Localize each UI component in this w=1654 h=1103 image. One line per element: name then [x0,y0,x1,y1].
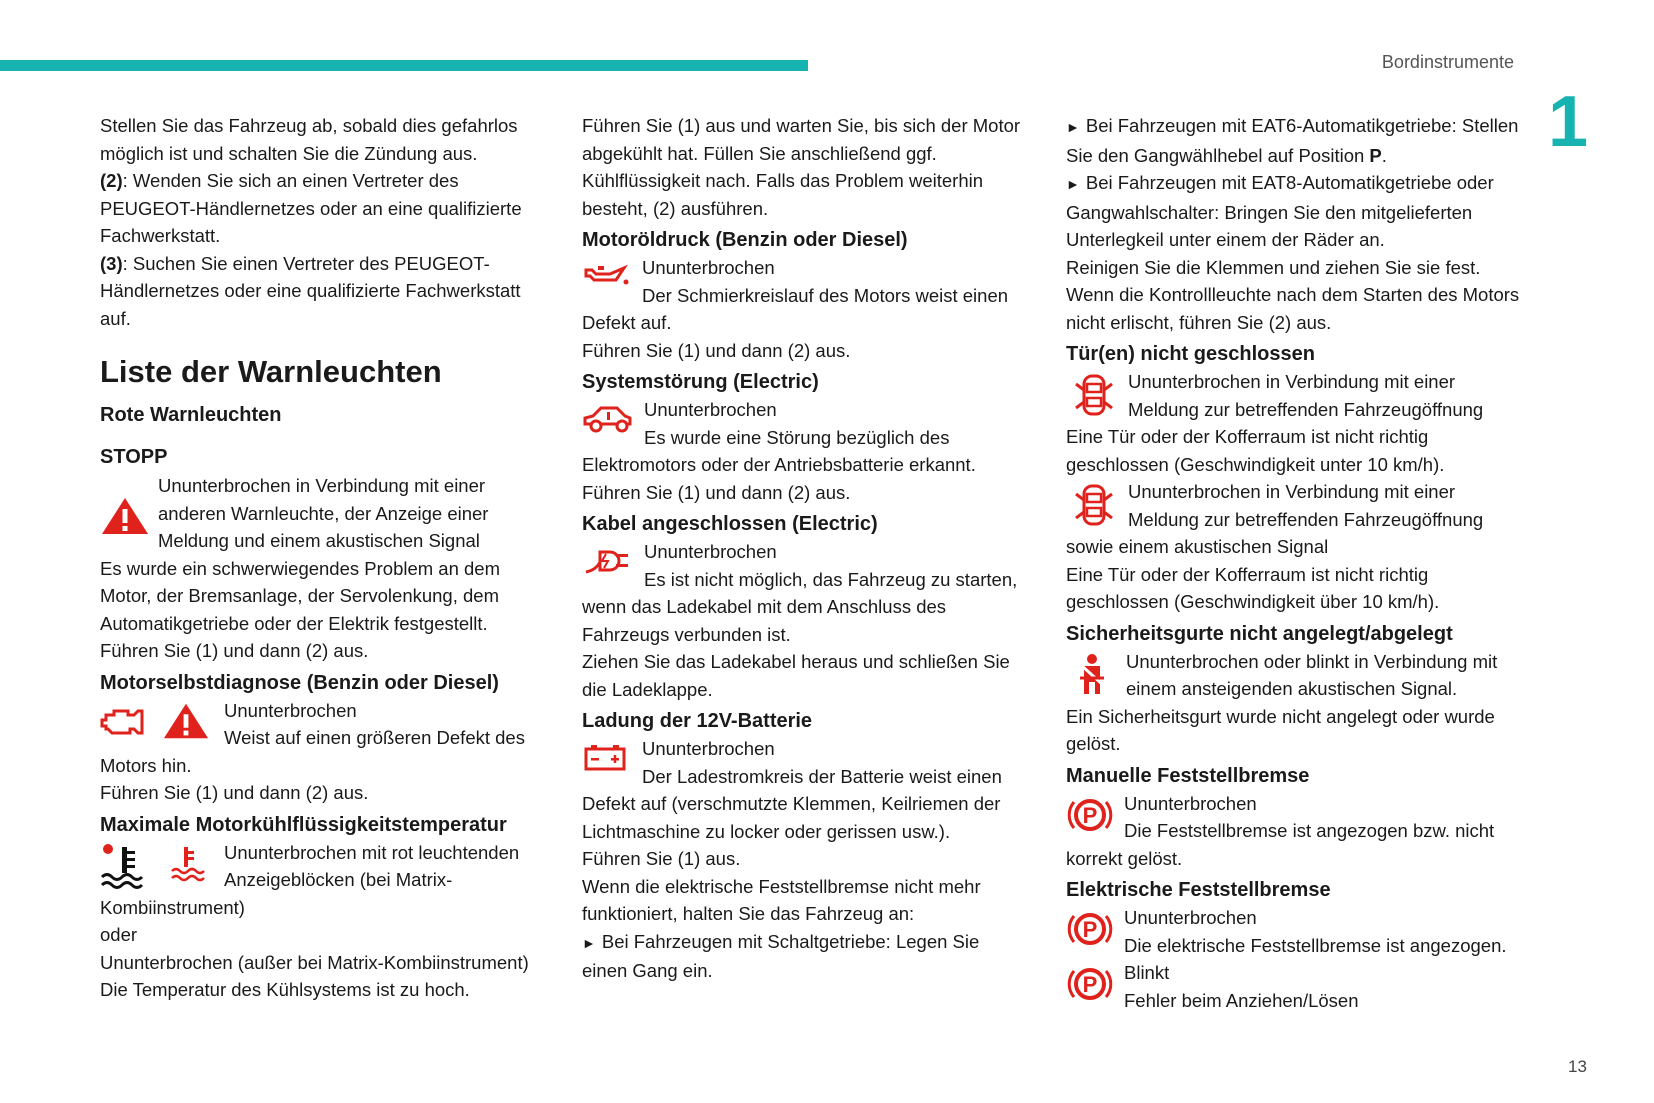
door-entry-1: Ununterbrochen in Verbindung mit einer Meldung zur betreffenden Fahrzeugöffnung [1066,368,1526,423]
paragraph: Ein Sicherheitsgurt wurde nicht angelegt oder wurde gelöst. [1066,705,1495,754]
paragraph: Führen Sie (1) aus. [582,848,741,869]
svg-text:P: P [1082,917,1098,942]
paragraph: Führen Sie (1) und dann (2) aus. [100,640,369,661]
bullet-item: ► Bei Fahrzeugen mit EAT6-Automatikgetriebe: Stellen Sie den Gangwählhebel auf Position P. [1066,115,1519,166]
cable-entry: Ununterbrochen Es ist nicht möglich, das Fahrzeug zu starten, wenn das Ladekabel mit dem Anschluss des Fahrzeugs verbunden ist. [582,541,1018,645]
section-title: Bordinstrumente [1381,52,1514,72]
column-3 [1066,112,1526,1014]
stopp-entry: Ununterbrochen in Verbindung mit einer anderen Warnleuchte, der Anzeige einer Meldung und einem akustischen Signal [100,472,540,555]
door-entry-2: Ununterbrochen in Verbindung mit einer Meldung zur betreffenden Fahrzeugöffnung sowie einem akustischen Signal [1066,481,1484,557]
bullet-item: ► Bei Fahrzeugen mit EAT8-Automatikgetriebe oder Gangwahlschalter: Bringen Sie den mitgelieferten Unterlegkeil unter einem der Räder an. [1066,172,1494,250]
battery-icon [582,743,628,773]
paragraph: Ziehen Sie das Ladekabel heraus und schließen Sie die Ladeklappe. [582,651,1010,700]
temp-title: Maximale Motorkühlflüssigkeitstemperatur [100,813,507,836]
cable-title: Kabel angeschlossen (Electric) [582,513,878,535]
column-2 [582,112,1027,985]
manual-title: Manuelle Feststellbremse [1066,764,1310,787]
door-open-icon [1074,482,1114,528]
coolant-temperature-icon [170,843,210,883]
paragraph: Wenn die Kontrollleuchte nach dem Starten des Motors nicht erlischt, führen Sie (2) aus. [1066,284,1520,333]
paragraph: Wenn die elektrische Feststellbremse nicht mehr funktioniert, halten Sie das Fahrzeug an: [582,875,981,924]
paragraph: (3): Suchen Sie einen Vertreter des PEUGEOT-Händlernetzes oder eine qualifizierte Fachwerkstatt auf. [100,252,521,329]
elec-entry-2: P Blinkt Fehler beim Anziehen/Lösen [1066,959,1526,1014]
subheading: Rote Warnleuchten [100,404,282,426]
manual-entry: P Ununterbrochen Die Feststellbremse ist angezogen bzw. nicht korrekt gelöst. [1066,792,1495,869]
elec-entry-1: P Ununterbrochen Die elektrische Feststellbremse ist angezogen. [1066,904,1526,959]
svg-text:P: P [1082,972,1098,997]
engine-icon [100,701,148,741]
belt-entry: Ununterbrochen oder blinkt in Verbindung mit einem ansteigenden akustischen Signal. [1066,648,1526,703]
coolant-temperature-icon [100,843,148,889]
paragraph: Stellen Sie das Fahrzeug ab, sobald dies gefahrlos möglich ist und schalten Sie die Zündung aus. [100,115,518,164]
header-accent-bar [0,60,808,71]
svg-text:P: P [1082,802,1098,828]
paragraph: Führen Sie (1) aus und warten Sie, bis sich der Motor abgekühlt hat. Füllen Sie anschließend ggf. Kühlflüssigkeit nach. Falls das Problem weiterhin besteht, (2) ausführen. [582,115,1021,219]
elec-title: Elektrische Feststellbremse [1066,879,1331,901]
bullet-arrow-icon: ► [1066,119,1080,135]
parking-brake-icon [1066,908,1114,950]
bullet-arrow-icon: ► [582,934,596,951]
paragraph: Reinigen Sie die Klemmen und ziehen Sie sie fest. [1066,256,1481,278]
paragraph: Ununterbrochen (außer bei Matrix-Kombiinstrument) [100,951,529,973]
electric-car-fault-icon [582,402,634,436]
bat-title: Ladung der 12V-Batterie [582,710,813,732]
bullet-arrow-icon: ► [1066,176,1080,192]
door-open-icon [1074,372,1114,418]
parking-brake-icon [1066,963,1114,1005]
sys-entry: Ununterbrochen Es wurde eine Störung bezüglich des Elektromotors oder der Antriebsbatterie erkannt. [582,399,976,475]
paragraph: Führen Sie (1) und dann (2) aus. [582,481,851,503]
warning-triangle-icon [162,701,210,741]
parking-brake-icon [1066,794,1114,836]
paragraph: Eine Tür oder der Kofferraum ist nicht richtig geschlossen (Geschwindigkeit unter 10 km/h). [1066,426,1445,475]
paragraph: Führen Sie (1) und dann (2) aus. [582,339,851,361]
chapter-number: 1 [1548,82,1589,162]
page-number: 13 [1568,1057,1587,1076]
seatbelt-icon [1076,652,1108,696]
paragraph: (2): Wenden Sie sich an einen Vertreter des PEUGEOT-Händlernetzes oder an eine qualifizierte Fachwerkstatt. [100,170,522,246]
bullet-item: ► Bei Fahrzeugen mit Schaltgetriebe: Legen Sie einen Gang ein. [582,930,980,981]
diag-title: Motorselbstdiagnose (Benzin oder Diesel) [100,671,499,694]
paragraph: Eine Tür oder der Kofferraum ist nicht richtig geschlossen (Geschwindigkeit über 10 km/h). [1066,563,1440,612]
paragraph: Es wurde ein schwerwiegendes Problem an dem Motor, der Bremsanlage, der Servolenkung, dem Automatikgetriebe oder der Elektrik festgestellt. [100,557,501,634]
temp-entry: Ununterbrochen mit rot leuchtenden Anzeigeblöcken (bei Matrix-Kombiinstrument) [100,841,520,918]
paragraph: Die Temperatur des Kühlsystems ist zu hoch. [100,979,470,1000]
bat-entry: Ununterbrochen Der Ladestromkreis der Batterie weist einen Defekt auf (verschmutzte Klemmen, Keilriemen der Lichtmaschine zu locker oder gerissen usw.). [582,738,1002,842]
column-1 [100,112,540,1004]
belt-title: Sicherheitsgurte nicht angelegt/abgelegt [1066,622,1453,645]
stopp-title: STOPP [100,446,168,468]
charging-plug-icon [582,542,632,578]
warning-triangle-icon [100,496,150,536]
sys-title: Systemstörung (Electric) [582,371,819,393]
page-heading: Liste der Warnleuchten [100,354,442,389]
oil-entry: Ununterbrochen Der Schmierkreislauf des Motors weist einen Defekt auf. [582,257,1009,333]
paragraph: Führen Sie (1) und dann (2) aus. [100,782,369,803]
oil-pressure-icon [582,260,630,290]
door-title: Tür(en) nicht geschlossen [1066,343,1315,365]
oil-title: Motoröldruck (Benzin oder Diesel) [582,229,908,251]
paragraph: oder [100,924,138,945]
diag-entry: Ununterbrochen Weist auf einen größeren Defekt des Motors hin. [100,699,525,776]
